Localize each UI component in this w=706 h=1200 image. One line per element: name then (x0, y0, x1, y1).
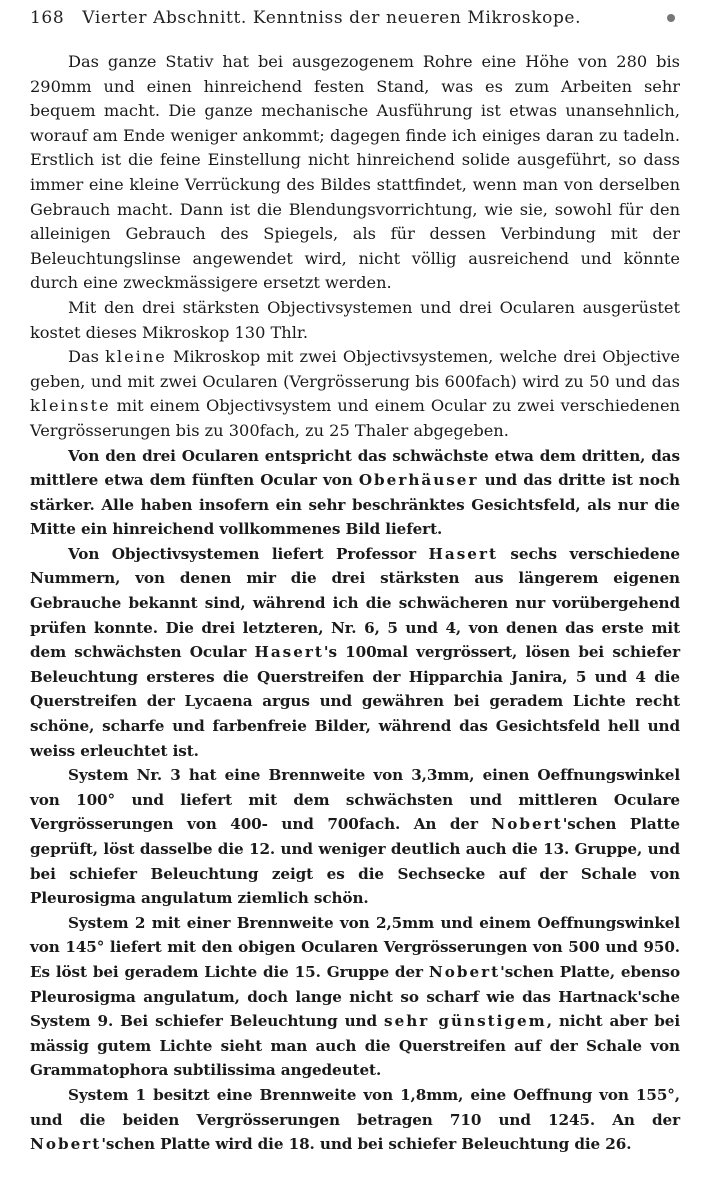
text-run: sechs verschiedene Nummern, von denen mir die drei stärksten aus längerem eigenen Gebrauche bekannt sind, während ich die schwächeren nur vorübergehend prüfen konnte. Die drei letzteren, Nr. 6, 5 und 4, von denen das erste mit dem schwächsten Ocular (30, 544, 680, 662)
text-run: 'schen Platte wird die 18. und bei schiefer Beleuchtung die 26. (101, 1135, 632, 1154)
text-run: Von den drei Ocularen entspricht das schwächste etwa dem dritten, das mittlere etwa dem fünften Ocular von (30, 446, 680, 490)
page-number: 168 (30, 8, 65, 28)
text-run: Mikroskop mit zwei Objectivsystemen, welche drei Objective geben, und mit zwei Ocularen (Vergrösserung bis 600fach) wird zu 50 und das (30, 347, 680, 391)
text-run: Von Objectivsystemen liefert Professor (68, 544, 429, 563)
paragraph-small-microscope (30, 345, 680, 443)
paragraph-price: Mit den drei stärksten Objectivsystemen und drei Ocularen ausgerüstet kostet dieses Mikroskop 130 Thlr. (30, 297, 680, 342)
paragraph-objective-systems (30, 542, 680, 763)
running-title: Vierter Abschnitt. Kenntniss der neueren Mikroskope. (82, 8, 582, 28)
spaced-name: Oberhäuser (358, 471, 479, 490)
paragraph-system-1 (30, 1083, 680, 1157)
spaced-word: kleine (105, 347, 167, 367)
text-run: System Nr. 3 hat eine Brennweite von 3,3mm, einen Oeffnungswinkel von 100° und liefert mit dem schwächsten und mittleren Oculare Vergrösserungen von 400- und 700fach. An der (30, 766, 680, 834)
text-run: 's 100mal vergrössert, lösen bei schiefer Beleuchtung ersteres die Querstreifen der Hipparchia Janira, 5 und 4 die Querstreifen der Lycaena argus und gewähren bei geradem Lichte recht schöne, scharfe und farbenfreie Bilder, während das Gesichtsfeld hell und weiss erleuchtet ist. (30, 643, 680, 760)
running-head (30, 8, 680, 38)
body-text (30, 50, 680, 1157)
spaced-name: Nobert (491, 815, 563, 834)
spaced-name: Nobert (428, 962, 501, 981)
spaced-name: Hasert (428, 544, 498, 563)
paragraph-system-2 (30, 911, 680, 1083)
text-run: Das (68, 347, 106, 367)
spaced-name: Nobert (30, 1135, 102, 1154)
text-run: , nicht aber bei mässig gutem Lichte sieht man auch die Querstreifen auf der Schale von Grammatophora subtilissima angedeutet. (30, 1012, 681, 1080)
text-run: System 1 besitzt eine Brennweite von 1,8mm, eine Oeffnung von 155°, und die beiden Vergrösserungen betragen 710 und 1245. An der (30, 1085, 680, 1129)
text-run: und das dritte ist noch stärker. Alle haben insofern ein sehr beschränktes Gesichtsfeld, als nur die Mitte ein hinreichend vollkommenes Bild liefert. (30, 471, 680, 539)
spaced-word: sehr günstigem (384, 1012, 547, 1031)
text-run: System 2 mit einer Brennweite von 2,5mm und einem Oeffnungswinkel von 145° liefert mit den obigen Ocularen Vergrösserungen von 500 und 950. Es löst bei geradem Lichte die 15. Gruppe der (30, 913, 680, 981)
ink-spot (667, 14, 675, 22)
paragraph-system-3 (30, 763, 680, 911)
text-run: mit einem Objectivsystem und einem Ocular zu zwei verschiedenen Vergrösserungen bis zu 300fach, zu 25 Thaler abgegeben. (30, 396, 680, 440)
spaced-name: Hasert (254, 643, 324, 662)
spaced-word: kleinste (30, 396, 111, 416)
paragraph-oculars (30, 444, 680, 542)
paragraph-stativ: Das ganze Stativ hat bei ausgezogenem Rohre eine Höhe von 280 bis 290mm und einen hinreichend festen Stand, was es zum Arbeiten sehr bequem macht. Die ganze mechanische Ausführung ist etwas unansehnlich, worauf am Ende weniger ankommt; dagegen finde ich einiges daran zu tadeln. Erstlich ist die feine Einstellung nicht hinreichend solide ausgeführt, so dass immer eine kleine Verrückung des Bildes stattfindet, wenn man von derselben Gebrauch macht. Dann ist die Blendungsvorrichtung, wie sie, sowohl für den alleinigen Gebrauch des Spiegels, als für dessen Verbindung mit der Beleuchtungslinse angewendet wird, nicht völlig ausreichend und könnte durch eine zweckmässigere ersetzt werden. (30, 52, 680, 293)
text-run: 'schen Platte geprüft, löst dasselbe die 12. und weniger deutlich auch die 13. Gruppe, und bei schiefer Beleuchtung zeigt es die Sechsecke auf der Schale von Pleurosigma angulatum ziemlich schön. (30, 815, 680, 908)
text-run: 'schen Platte, ebenso Pleurosigma angulatum, doch lange nicht so scharf wie das Hartnack'sche System 9. Bei schiefer Beleuchtung und (30, 962, 680, 1031)
book-page (30, 8, 680, 1157)
